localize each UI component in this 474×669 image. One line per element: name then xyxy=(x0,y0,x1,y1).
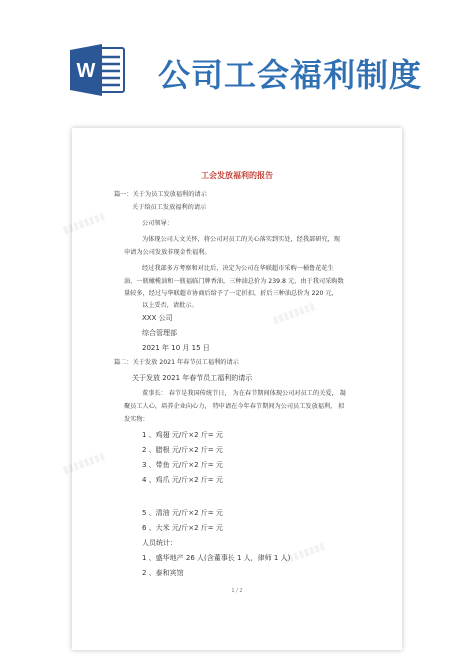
doc-line: 发实物： xyxy=(124,416,149,423)
doc-line: 以上妥否，请批示。 xyxy=(142,302,198,309)
doc-line: 油、一瓶橄榄油和一瓶福临门牌香油，三种油总价为 239.8 元，由于我司采购数 xyxy=(124,278,344,285)
doc-line: 关于给员工发放福利的请示 xyxy=(132,204,207,211)
doc-line: 申请为公司发放非现金性福利。 xyxy=(124,249,211,256)
doc-line: 关于发放 2021 年春节员工福利的请示 xyxy=(132,374,253,382)
doc-line: 人员统计： xyxy=(142,539,177,547)
doc-line: 经过我部多方考察和对比后，决定为公司在华联超市采购一桶鲁花花生 xyxy=(142,265,334,272)
doc-line: 2021 年 10 月 15 日 xyxy=(142,344,210,352)
doc-line: 公司领导： xyxy=(142,220,173,227)
watermark-decoration: ▮▮▮▮▮▮▮▮ xyxy=(271,300,317,327)
doc-line: 6 、大米 元/斤×2 斤= 元 xyxy=(142,524,223,532)
banner-header xyxy=(0,0,474,110)
doc-line: 篇二：关于发放 2021 年春节员工福利的请示 xyxy=(114,359,239,366)
watermark-decoration: ▮▮▮▮▮▮▮▮ xyxy=(281,540,327,567)
watermark-decoration: ▮▮▮▮▮▮▮▮ xyxy=(61,450,107,477)
doc-line: 董事长： 春节是我国传统节日， 为在春节期间体现公司对员工的关爱， 凝 xyxy=(142,390,346,397)
doc-line: 1 、鸡翅 元/斤×2 斤= 元 xyxy=(142,431,223,439)
banner-title: 公司工会福利制度 xyxy=(158,56,423,94)
doc-line: 5 、清油 元/斤×2 斤= 元 xyxy=(142,509,223,517)
logo-letter: W xyxy=(76,60,96,82)
page-number: 1 / 2 xyxy=(231,588,243,594)
doc-line: 3 、带鱼 元/斤×2 斤= 元 xyxy=(142,461,223,469)
doc-line: 聚员工人心，培养企业向心力， 特申请在今年春节期间为公司员工发放福利， 拟 xyxy=(124,403,345,410)
doc-line: 为体现公司人文关怀，将公司对员工的关心落实到实处，经我部研究，现 xyxy=(142,236,340,243)
doc-line: 量较多，经过与华联超市协商后给予了一定折扣，折后三种油总价为 220 元， xyxy=(124,290,338,297)
watermark-decoration: ▮▮▮▮▮▮▮▮ xyxy=(61,210,107,237)
doc-line: 2 、泰和宾馆 xyxy=(142,569,184,577)
doc-line: 综合管理部 xyxy=(142,329,177,337)
document-title: 工会发放福利的报告 xyxy=(201,171,273,180)
doc-line: 篇一：关于为员工发放福利的请示 xyxy=(114,191,207,198)
doc-line: XXX 公司 xyxy=(142,314,173,322)
doc-line: 1 、盛华地产 26 人(含董事长 1 人，律师 1 人) xyxy=(142,554,291,562)
document-page xyxy=(61,128,402,650)
word-document-icon xyxy=(68,42,128,98)
doc-line: 2 、腊根 元/斤×2 斤= 元 xyxy=(142,446,223,454)
doc-line: 4 、鸡爪 元/斤×2 斤= 元 xyxy=(142,476,223,484)
